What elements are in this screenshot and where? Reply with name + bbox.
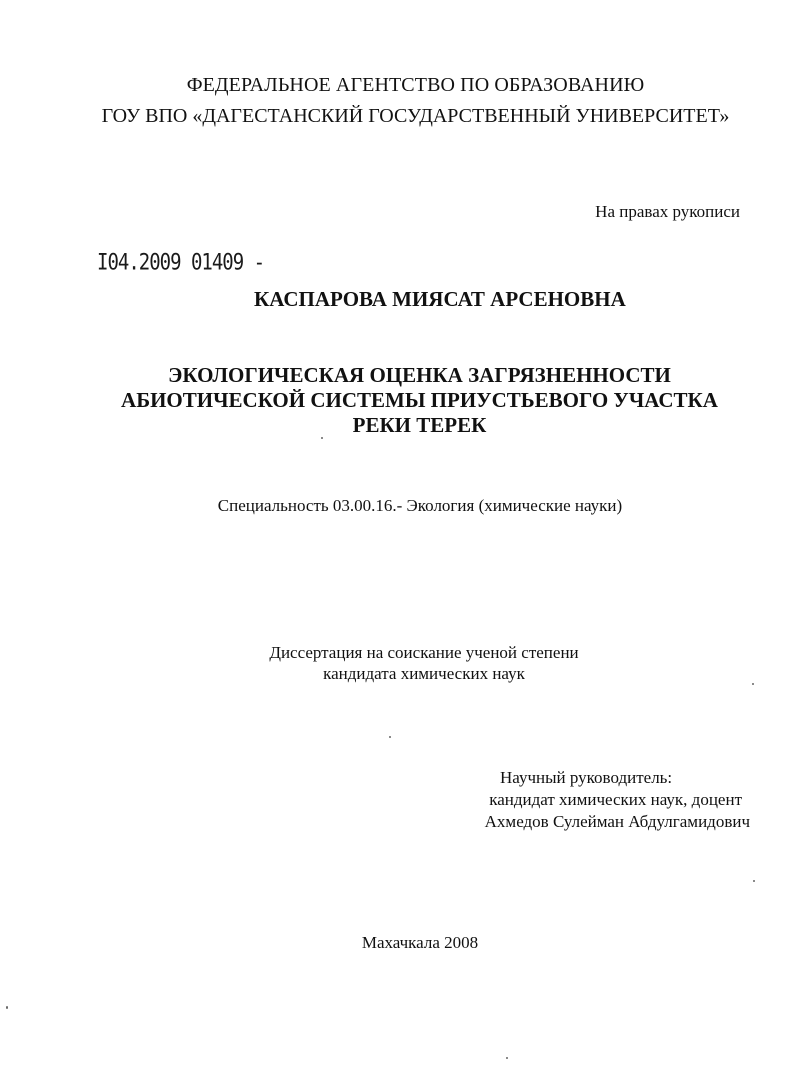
- supervisor-degree: кандидат химических наук, доцент: [489, 790, 742, 809]
- supervisor-block: [420, 767, 750, 833]
- supervisor-name: Ахмедов Сулейман Абдулгамидович: [484, 812, 750, 831]
- dissertation-degree: [224, 642, 624, 684]
- stamp-number: 04.2009 01409: [107, 250, 244, 276]
- degree-line: Диссертация на соискание ученой степени: [269, 643, 579, 662]
- specialty-line: Специальность 03.00.16.- Экология (химические науки): [217, 496, 623, 515]
- university-heading: ГОУ ВПО «ДАГЕСТАНСКИЙ ГОСУДАРСТВЕННЫЙ УНИВЕРСИТЕТ»: [101, 105, 730, 127]
- supervisor-label: Научный руководитель:: [500, 768, 673, 787]
- author-name: КАСПАРОВА МИЯСАТ АРСЕНОВНА: [254, 287, 626, 311]
- scan-speck: [506, 1057, 508, 1059]
- title-line: АБИОТИЧЕСКОЙ СИСТЕМЫ ПРИУСТЬЕВОГО УЧАСТКА: [121, 388, 718, 412]
- scan-speck: [752, 683, 754, 685]
- scan-speck: [753, 880, 755, 882]
- title-line: ЭКОЛОГИЧЕСКАЯ ОЦЕНКА ЗАГРЯЗНЕННОСТИ: [168, 363, 671, 387]
- title-line: РЕКИ ТЕРЕК: [352, 413, 487, 437]
- scan-speck: [321, 437, 323, 439]
- agency-heading: ФЕДЕРАЛЬНОЕ АГЕНТСТВО ПО ОБРАЗОВАНИЮ: [186, 74, 645, 96]
- place-year: Махачкала 2008: [361, 933, 479, 952]
- dissertation-title: [24, 363, 791, 438]
- stamp-prefix-icon: I: [97, 250, 108, 276]
- degree-line: кандидата химических наук: [323, 664, 525, 683]
- scan-speck: [6, 1006, 8, 1009]
- registration-stamp: [97, 250, 264, 275]
- rights-note: На правах рукописи: [595, 202, 740, 221]
- scan-speck: [389, 736, 391, 738]
- stamp-dash-icon: -: [243, 250, 265, 276]
